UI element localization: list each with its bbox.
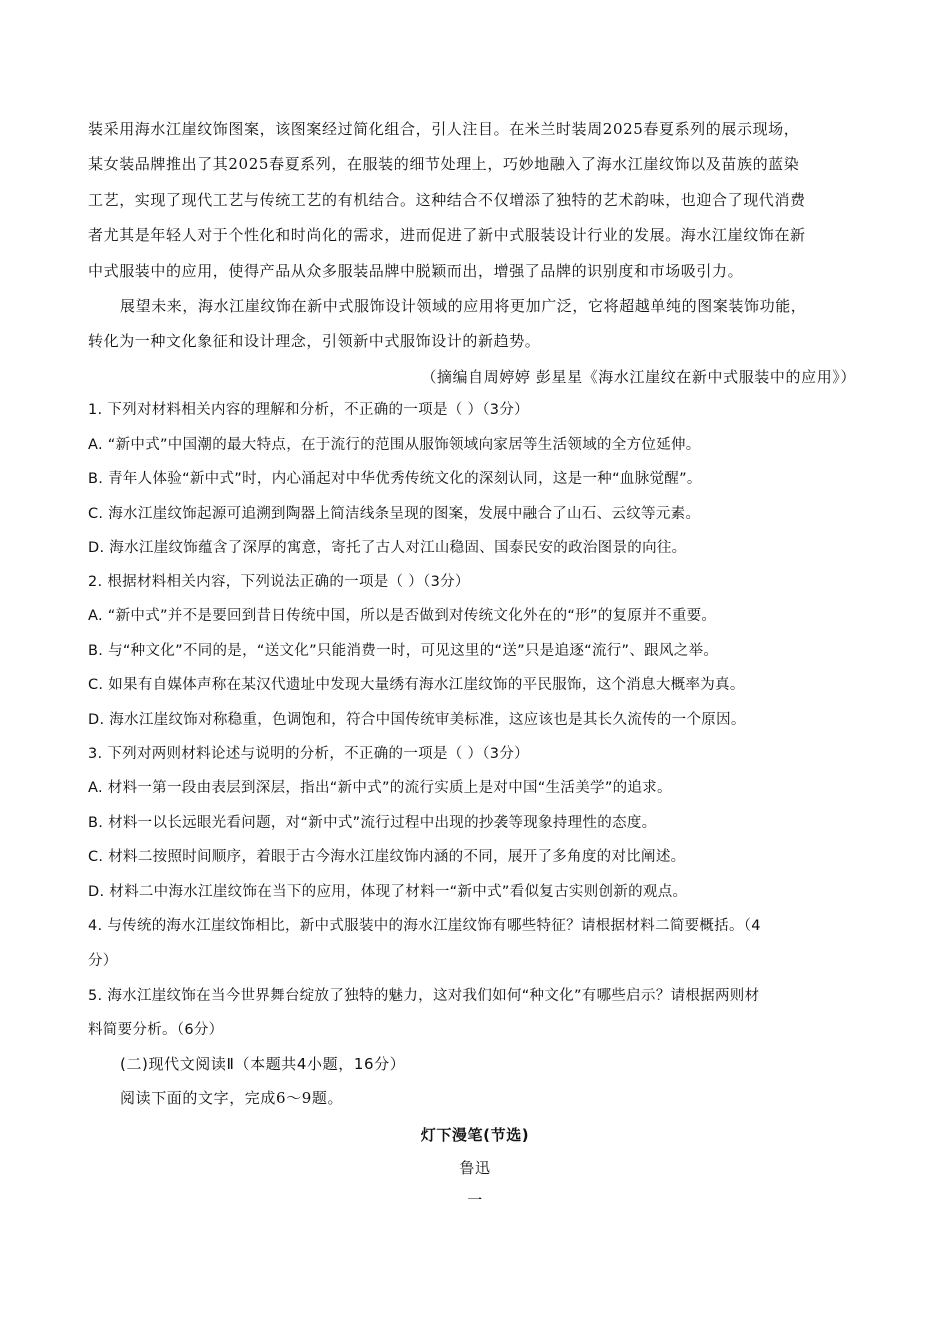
option-3b: B. 材料一以长远眼光看问题，对“新中式”流行过程中出现的抄袭等现象持理性的态度。 — [88, 815, 657, 831]
question-5-cont: 料简要分析。（6分） — [88, 1022, 224, 1038]
question-1: 1. 下列对材料相关内容的理解和分析，不正确的一项是（ ）（3分） — [88, 402, 529, 418]
option-2d: D. 海水江崖纹饰对称稳重，色调饱和，符合中国传统审美标准，这应该也是其长久流传的一个原因。 — [88, 712, 746, 728]
option-2c: C. 如果有自媒体声称在某汉代遗址中发现大量绣有海水江崖纹饰的平民服饰，这个消息大概率为真。 — [88, 677, 745, 693]
option-3c: C. 材料二按照时间顺序，着眼于古今海水江崖纹饰内涵的不同，展开了多角度的对比阐述。 — [88, 849, 686, 865]
section-heading: (二)现代文阅读Ⅱ（本题共4小题，16分） — [120, 1055, 406, 1073]
option-1a: A. “新中式”中国潮的最大特点，在于流行的范围从服饰领域向家居等生活领域的全方位延伸。 — [88, 437, 701, 453]
paragraph-line: 工艺，实现了现代工艺与传统工艺的有机结合。这种结合不仅增添了独特的艺术韵味，也迎合了现代消费 — [88, 191, 806, 209]
article-part-number: 一 — [467, 1191, 483, 1209]
question-5: 5. 海水江崖纹饰在当今世界舞台绽放了独特的魅力，这对我们如何“种文化”有哪些启示？请根据两则材 — [88, 988, 760, 1004]
paragraph-line: 中式服装中的应用，使得产品从众多服装品牌中脱颖而出，增强了品牌的识别度和市场吸引力。 — [88, 262, 744, 280]
article-author: 鲁迅 — [459, 1159, 491, 1177]
option-3a: A. 材料一第一段由表层到深层，指出“新中式”的流行实质上是对中国“生活美学”的追求。 — [88, 780, 672, 796]
option-1b: B. 青年人体验“新中式”时，内心涌起对中华优秀传统文化的深刻认同，这是一种“血脉觉醒”。 — [88, 471, 702, 487]
paragraph-line: 展望未来，海水江崖纹饰在新中式服饰设计领域的应用将更加广泛，它将超越单纯的图案装饰功能， — [120, 297, 807, 315]
option-2a: A. “新中式”并不是要回到昔日传统中国，所以是否做到对传统文化外在的“形”的复原并不重要。 — [88, 608, 717, 624]
question-4: 4. 与传统的海水江崖纹饰相比，新中式服装中的海水江崖纹饰有哪些特征？请根据材料二简要概括。（4 — [88, 918, 761, 934]
article-title: 灯下漫笔(节选) — [420, 1126, 530, 1144]
question-4-cont: 分） — [88, 953, 118, 969]
paragraph-line: 者尤其是年轻人对于个性化和时尚化的需求，进而促进了新中式服装设计行业的发展。海水江崖纹饰在新 — [88, 226, 806, 244]
option-1d: D. 海水江崖纹饰蕴含了深厚的寓意，寄托了古人对江山稳固、国泰民安的政治图景的向往。 — [88, 540, 687, 556]
option-1c: C. 海水江崖纹饰起源可追溯到陶器上简洁线条呈现的图案，发展中融合了山石、云纹等元素。 — [88, 506, 701, 522]
question-3: 3. 下列对两则材料论述与说明的分析，不正确的一项是（ ）（3分） — [88, 746, 529, 762]
option-3d: D. 材料二中海水江崖纹饰在当下的应用，体现了材料一“新中式”看似复古实则创新的观点。 — [88, 884, 688, 900]
paragraph-line: 转化为一种文化象征和设计理念，引领新中式服饰设计的新趋势。 — [88, 332, 541, 350]
question-2: 2. 根据材料相关内容，下列说法正确的一项是（ ）（3分） — [88, 574, 470, 590]
paragraph-line: 某女装品牌推出了其2025春夏系列，在服装的细节处理上，巧妙地融入了海水江崖纹饰以及苗族的蓝染 — [88, 155, 800, 173]
section-instruction: 阅读下面的文字，完成6～9题。 — [120, 1089, 344, 1107]
source-citation: （摘编自周婷婷 彭星星《海水江崖纹在新中式服装中的应用》） — [421, 368, 856, 386]
option-2b: B. 与“种文化”不同的是，“送文化”只能消费一时，可见这里的“送”只是追逐“流行”、跟风之举。 — [88, 643, 719, 659]
paragraph-line: 装采用海水江崖纹饰图案，该图案经过简化组合，引人注目。在米兰时装周2025春夏系列的展示现场， — [88, 120, 800, 138]
